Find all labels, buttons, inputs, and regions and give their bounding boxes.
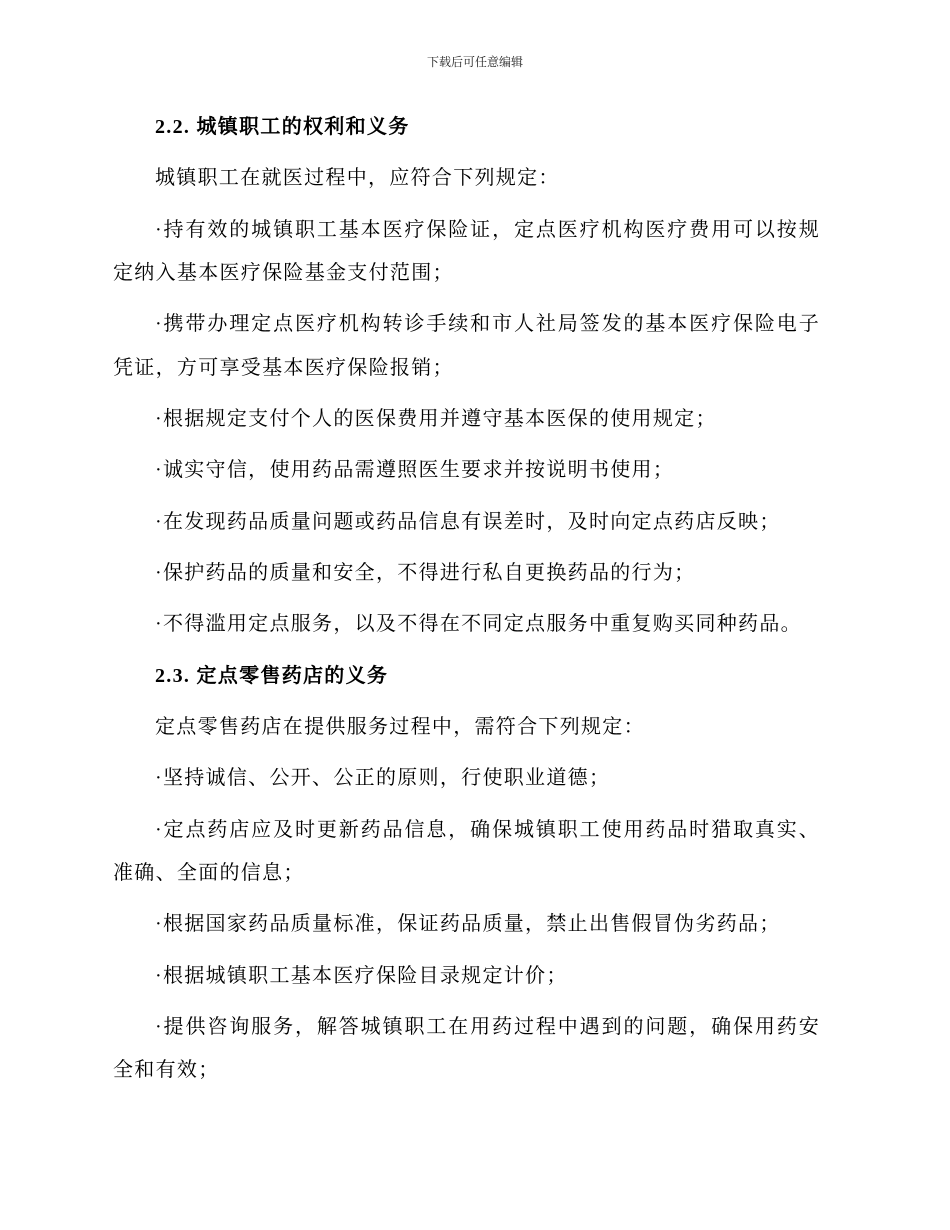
line: ·提供咨询服务，解答城镇职工在用药过程中遇到的问题，确保用药安 [155,1015,820,1038]
heading-text: 2.3. 定点零售药店的义务 [155,664,389,687]
intro-text: 城镇职工在就医过程中，应符合下列规定： [155,167,560,190]
line: ·根据国家药品质量标准，保证药品质量，禁止出售假冒伪劣药品； [155,913,781,936]
heading-text: 2.2. 城镇职工的权利和义务 [155,116,410,138]
list-item [113,809,820,896]
section-heading-2-3 [113,655,820,699]
line: 定纳入基本医疗保险基金支付范围； [113,262,454,285]
line: 凭证，方可享受基本医疗保险报销； [113,356,454,379]
line: 全和有效； [113,1059,220,1082]
list-item [113,398,820,442]
list-item [113,209,820,296]
section-heading-2-2 [113,106,820,150]
line: ·诚实守信，使用药品需遵照医生要求并按说明书使用； [155,459,675,482]
list-item [113,955,820,999]
line: ·坚持诚信、公开、公正的原则，行使职业道德； [155,767,611,790]
list-item [113,1006,820,1093]
line: ·携带办理定点医疗机构转诊手续和市人社局签发的基本医疗保险电子 [155,313,820,336]
list-item [113,603,820,647]
line: 准确、全面的信息； [113,862,305,885]
list-item [113,501,820,545]
page-header-note: 下载后可任意编辑 [426,55,523,69]
list-item [113,757,820,801]
line: ·保护药品的质量和安全，不得进行私自更换药品的行为； [155,562,696,585]
line: ·持有效的城镇职工基本医疗保险证，定点医疗机构医疗费用可以按规 [155,218,820,241]
section-intro [113,706,820,750]
list-item [113,903,820,947]
list-item [113,552,820,596]
line: ·根据城镇职工基本医疗保险目录规定计价； [155,964,568,987]
section-intro [113,157,820,201]
line: ·不得滥用定点服务，以及不得在不同定点服务中重复购买同种药品。 [155,613,802,636]
line: ·根据规定支付个人的医保费用并遵守基本医保的使用规定； [155,408,717,431]
list-item [113,449,820,493]
list-item [113,303,820,390]
line: ·在发现药品质量问题或药品信息有误差时，及时向定点药店反映； [155,510,781,533]
intro-text: 定点零售药店在提供服务过程中，需符合下列规定： [155,715,645,738]
document-body [113,106,820,1101]
line: ·定点药店应及时更新药品信息，确保城镇职工使用药品时猎取真实、 [155,818,820,841]
